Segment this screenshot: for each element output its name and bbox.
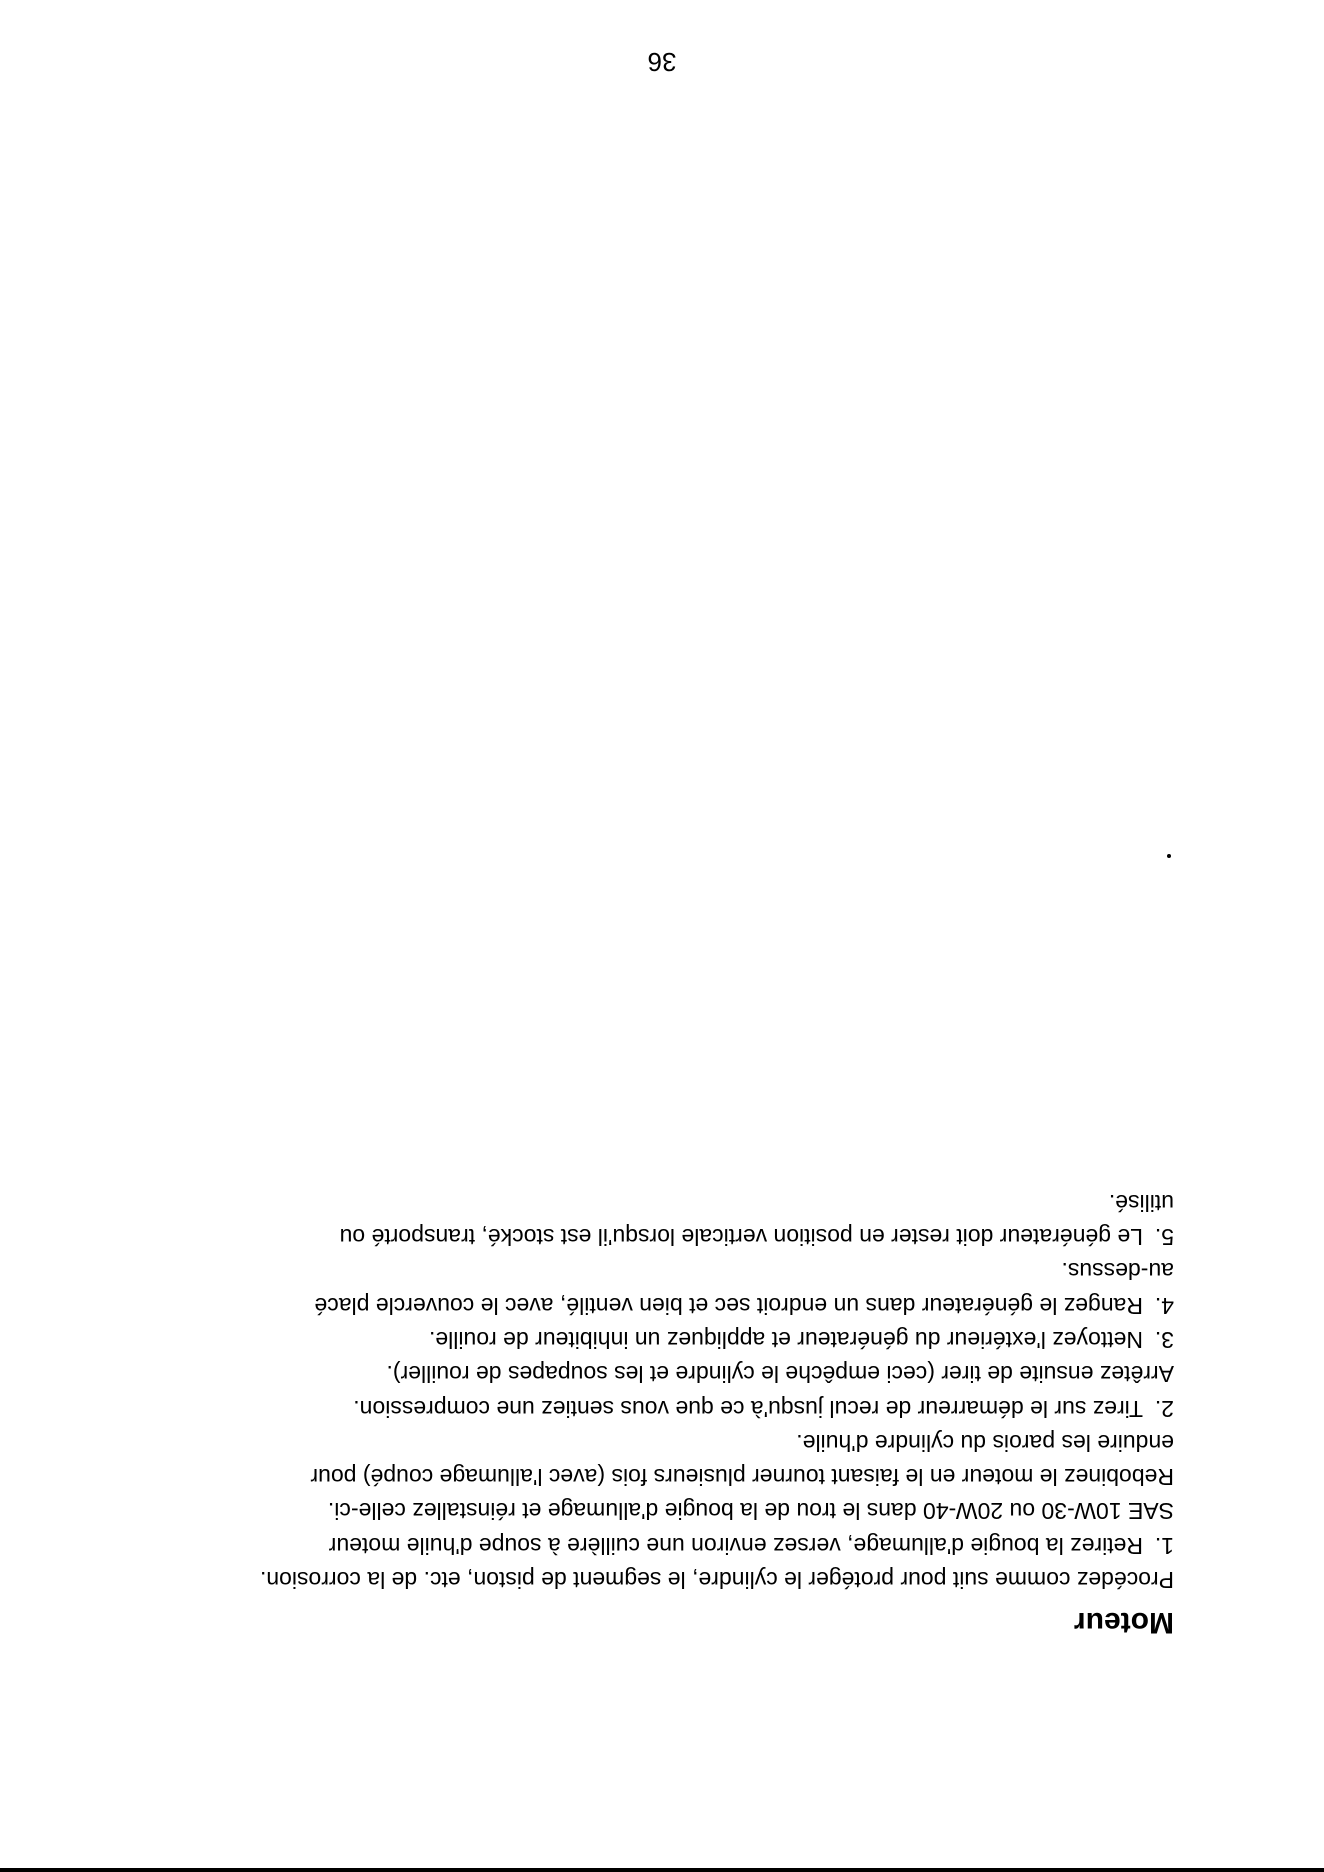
step-item bbox=[154, 1391, 1174, 1425]
page-edge-rule bbox=[0, 1868, 1324, 1872]
step-item bbox=[154, 1220, 1174, 1254]
step-text-continued: Arrêtez ensuite de tirer (ceci empêche le cylindre et les soupapes de rouiller). bbox=[386, 1361, 1174, 1388]
step-text: Retirez la bougie d'allumage, versez environ une cuillère à soupe d'huile moteur bbox=[328, 1532, 1143, 1559]
step-number: 4. bbox=[1154, 1292, 1174, 1319]
step-number: 2. bbox=[1154, 1395, 1174, 1422]
page-number: 36 bbox=[647, 47, 677, 77]
section-body bbox=[154, 1185, 1174, 1597]
step-text-continued: au-dessus. bbox=[1061, 1258, 1174, 1285]
section-heading: Moteur bbox=[1074, 1606, 1174, 1639]
step-text-continued: enduire les parois du cylindre d'huile. bbox=[796, 1429, 1174, 1456]
step-item bbox=[154, 1288, 1174, 1322]
step-text: Rangez le générateur dans un endroit sec et bien ventilé, avec le couvercle placé bbox=[314, 1292, 1143, 1319]
step-text-continued: utilisé. bbox=[1108, 1189, 1174, 1216]
step-text: Nettoyez l'extérieur du générateur et appliquez un inhibiteur de rouille. bbox=[429, 1326, 1143, 1353]
step-text: Le générateur doit rester en position verticale lorsqu'il est stocké, transporté ou bbox=[339, 1224, 1143, 1251]
step-item bbox=[154, 1323, 1174, 1357]
step-text: Tirez sur le démarreur de recul jusqu'à ce que vous sentiez une compression. bbox=[353, 1395, 1143, 1422]
step-text-continued: SAE 10W-30 ou 20W-40 dans le trou de la bougie d'allumage et réinstallez celle-ci. bbox=[327, 1498, 1174, 1525]
step-number: 3. bbox=[1154, 1326, 1174, 1353]
step-item bbox=[154, 1528, 1174, 1562]
step-number: 1. bbox=[1154, 1532, 1174, 1559]
step-number: 5. bbox=[1154, 1224, 1174, 1251]
stray-dot bbox=[1167, 854, 1171, 858]
step-text-continued: Rebobinez le moteur en le faisant tourner plusieurs fois (avec l'allumage coupé) pour bbox=[310, 1464, 1174, 1491]
intro-paragraph: Procédez comme suit pour protéger le cylindre, le segment de piston, etc. de la corrosion. bbox=[259, 1567, 1174, 1593]
